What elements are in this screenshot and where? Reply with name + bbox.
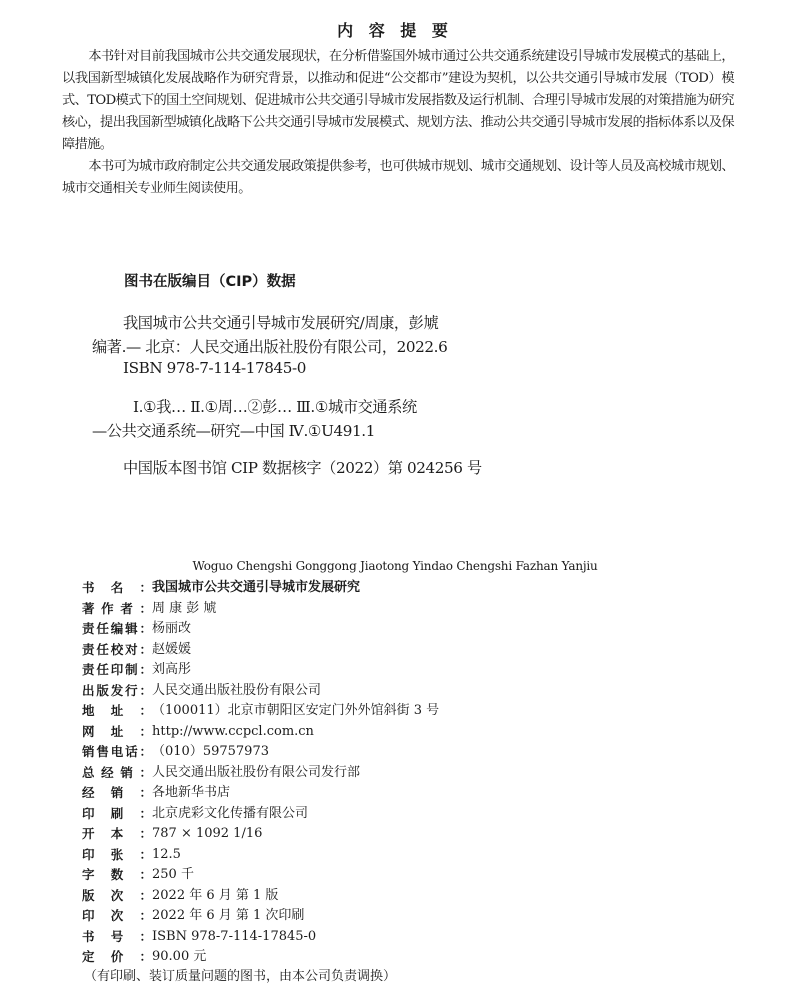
- info-value: 人民交通出版社股份有限公司: [152, 682, 322, 698]
- info-label: 责 任 校 对 ：: [82, 641, 152, 657]
- info-value: 赵媛媛: [152, 641, 192, 657]
- publication-info: [82, 578, 439, 968]
- info-row: [82, 640, 439, 661]
- info-value: 787 × 1092 1/16: [152, 826, 263, 841]
- info-value: 12.5: [152, 846, 181, 862]
- info-label: 字 数 ：: [82, 867, 152, 882]
- info-row: [82, 906, 439, 927]
- info-label: 出 版 发 行 ：: [82, 682, 152, 698]
- info-value: 周 康 彭 虓: [152, 600, 217, 616]
- info-row: [82, 701, 439, 722]
- summary-heading: 内 容 提 要: [337, 21, 453, 40]
- summary-paragraph-2: 本书可为城市政府制定公共交通发展政策提供参考，也可供城市规划、城市交通规划、设计等人员及高校城市规划、城市交通相关专业师生阅读使用。: [62, 159, 734, 196]
- info-row: [82, 578, 439, 599]
- info-value: 杨丽改: [152, 621, 192, 636]
- summary-paragraph-1: 本书针对目前我国城市公共交通发展现状，在分析借鉴国外城市通过公共交通系统建设引导城市发展模式的基础上，以我国新型城镇化发展战略作为研究背景，以推动和促进“公交都市”建设为契机，以公共交通引导城市发展（TOD）模式、TOD模式下的国土空间规划、促进城市公共交通引导城市发展指数及运行机制、合理引导城市发展的对策措施为研究核心，提出我国新型城镇化战略下公共交通引导城市发展模式、规划方法、推动公共交通引导城市发展的指标体系以及保障措施。: [62, 49, 734, 152]
- info-row: [82, 824, 439, 845]
- info-value: http://www.ccpcl.com.cn: [152, 723, 314, 739]
- cip-line-6: 中国版本图书馆 CIP 数据核字（2022）第 024256 号: [123, 459, 482, 477]
- cip-line-2: 编著.— 北京：人民交通出版社股份有限公司，2022.6: [92, 338, 448, 356]
- info-row: [82, 722, 439, 743]
- info-label: 书 号 ：: [82, 928, 152, 944]
- info-row: [82, 599, 439, 620]
- info-value: 人民交通出版社股份有限公司发行部: [152, 764, 361, 780]
- info-value: ISBN 978-7-114-17845-0: [152, 928, 317, 944]
- quality-note: （有印刷、装订质量问题的图书，由本公司负责调换）: [84, 969, 397, 984]
- cip-line-1: 我国城市公共交通引导城市发展研究/周康，彭虓: [123, 314, 439, 332]
- info-row: [82, 619, 439, 640]
- cip-line-4: Ⅰ.①我… Ⅱ.①周…②彭… Ⅲ.①城市交通系统: [133, 398, 417, 416]
- cip-line-3: ISBN 978-7-114-17845-0: [123, 359, 307, 377]
- info-row: [82, 886, 439, 907]
- summary-body: [62, 46, 734, 200]
- info-label: 地 址 ：: [82, 703, 152, 718]
- info-label: 销 售 电 话 ：: [82, 744, 152, 759]
- info-value: 2022 年 6 月 第 1 次印刷: [152, 908, 305, 923]
- pinyin-title: Woguo Chengshi Gonggong Jiaotong Yindao Chengshi Fazhan Yanjiu: [192, 559, 598, 573]
- info-row: [82, 927, 439, 948]
- info-row: [82, 763, 439, 784]
- info-row: [82, 660, 439, 681]
- info-value: （100011）北京市朝阳区安定门外外馆斜街 3 号: [152, 703, 440, 718]
- info-value: 2022 年 6 月 第 1 版: [152, 887, 279, 903]
- info-value: （010）59757973: [152, 744, 269, 759]
- info-label: 印 次 ：: [82, 908, 152, 923]
- info-label: 著 作 者 ：: [82, 600, 152, 616]
- info-value: 各地新华书店: [152, 785, 231, 800]
- info-value: 我国城市公共交通引导城市发展研究: [152, 580, 361, 595]
- info-value: 250 千: [152, 867, 194, 882]
- info-row: [82, 742, 439, 763]
- info-row: [82, 845, 439, 866]
- info-row: [82, 681, 439, 702]
- info-label: 版 次 ：: [82, 887, 152, 903]
- info-label: 书 名 ：: [82, 580, 152, 595]
- info-value: 北京虎彩文化传播有限公司: [152, 805, 309, 821]
- info-value: 90.00 元: [152, 949, 207, 964]
- info-row: [82, 865, 439, 886]
- info-label: 开 本 ：: [82, 826, 152, 841]
- info-row: [82, 804, 439, 825]
- cip-line-5: —公共交通系统—研究—中国 Ⅳ.①U491.1: [92, 422, 375, 440]
- info-label: 责 任 编 辑 ：: [82, 621, 152, 636]
- info-label: 责 任 印 制 ：: [82, 662, 152, 677]
- info-label: 印 张 ：: [82, 846, 152, 862]
- info-row: [82, 783, 439, 804]
- info-label: 经 销 ：: [82, 785, 152, 800]
- info-value: 刘高彤: [152, 662, 192, 677]
- info-label: 网 址 ：: [82, 723, 152, 739]
- cip-title: 图书在版编目（CIP）数据: [124, 274, 296, 290]
- info-label: 总 经 销 ：: [82, 764, 152, 780]
- info-label: 印 刷 ：: [82, 805, 152, 821]
- info-label: 定 价 ：: [82, 949, 152, 964]
